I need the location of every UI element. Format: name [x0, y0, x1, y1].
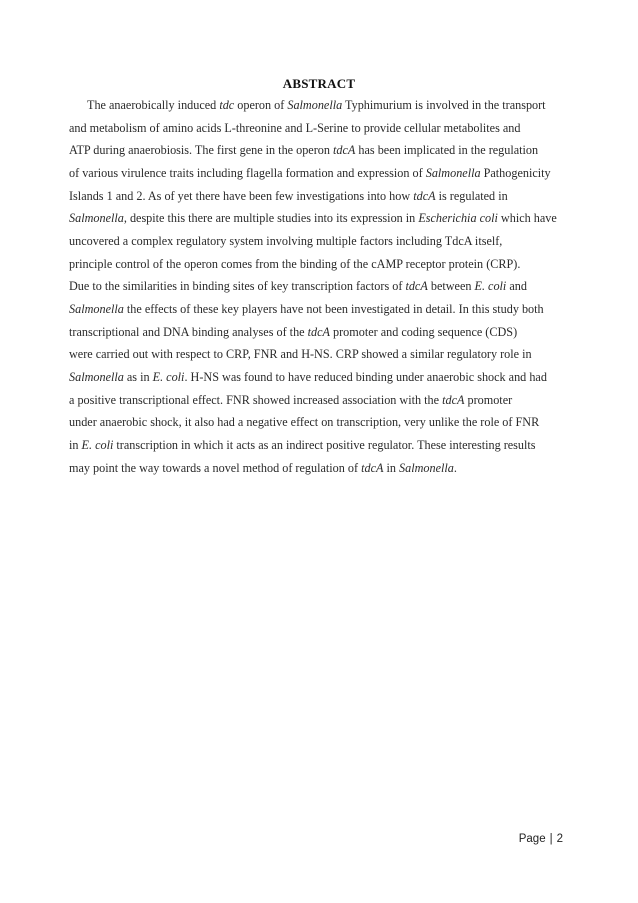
abstract-line — [69, 298, 569, 321]
abstract-line — [69, 343, 569, 366]
abstract-line — [69, 253, 569, 276]
italic-term: E. coli — [81, 437, 114, 452]
abstract-line — [69, 457, 569, 480]
text-run: uncovered a complex regulatory system involving multiple factors including TdcA itself, — [69, 233, 503, 248]
page-separator: | — [549, 833, 553, 845]
text-run: promoter — [464, 392, 513, 407]
text-run: a positive transcriptional effect. FNR showed increased association with the — [69, 392, 443, 407]
italic-term: tdcA — [405, 279, 428, 294]
italic-term: tdcA — [442, 392, 465, 407]
abstract-line — [69, 411, 569, 434]
text-run: . H-NS was found to have reduced binding under anaerobic shock and had — [184, 369, 547, 384]
text-run: in — [383, 460, 400, 475]
text-run: and — [506, 279, 527, 294]
abstract-line — [69, 434, 569, 457]
italic-term: tdcA — [413, 188, 436, 203]
italic-term: E. coli — [474, 279, 507, 294]
italic-term: Salmonella — [399, 460, 454, 475]
text-run: and metabolism of amino acids L-threonine and L-Serine to provide cellular metabolites and — [69, 120, 521, 135]
text-run: in — [69, 437, 82, 452]
abstract-line — [69, 389, 569, 412]
abstract-heading: ABSTRACT — [282, 76, 356, 91]
page-label: Page — [518, 833, 546, 845]
text-run: transcriptional and DNA binding analyses of the — [69, 324, 308, 339]
text-run: the effects of these key players have not been investigated in detail. In this study both — [123, 301, 544, 316]
text-run: has been implicated in the regulation — [355, 143, 539, 158]
abstract-line — [69, 275, 569, 298]
text-run: operon of — [234, 98, 288, 112]
text-run: promoter and coding sequence (CDS) — [329, 324, 518, 339]
abstract-line — [69, 321, 569, 344]
italic-term: Escherichia coli — [418, 211, 498, 226]
abstract-line — [69, 185, 569, 208]
italic-term: Salmonella — [69, 369, 124, 384]
italic-term: tdc — [219, 98, 235, 112]
text-run: , despite this there are multiple studies into its expression in — [123, 211, 419, 226]
italic-term: Salmonella — [69, 301, 124, 316]
abstract-paragraph — [69, 94, 569, 479]
italic-term: tdcA — [333, 143, 356, 158]
page-number: 2 — [556, 833, 563, 845]
text-run: of various virulence traits including flagella formation and expression of — [69, 165, 426, 180]
italic-term: Salmonella — [287, 98, 343, 112]
italic-term: Salmonella — [425, 165, 481, 180]
abstract-line — [69, 207, 569, 230]
text-run: Typhimurium is involved in the transport — [342, 98, 546, 112]
text-run: were carried out with respect to CRP, FNR and H-NS. CRP showed a similar regulatory role in — [69, 347, 532, 362]
text-run: principle control of the operon comes from the binding of the cAMP receptor protein (CRP). — [69, 256, 521, 271]
abstract-line — [69, 94, 569, 117]
abstract-line — [69, 230, 569, 253]
abstract-line — [69, 117, 569, 140]
text-run: under anaerobic shock, it also had a negative effect on transcription, very unlike the role of FNR — [69, 415, 540, 430]
text-run: is regulated in — [435, 188, 508, 203]
italic-term: E. coli — [152, 369, 185, 384]
text-run: . — [453, 460, 457, 475]
text-run: may point the way towards a novel method of regulation of — [69, 460, 362, 475]
text-run: Islands 1 and 2. As of yet there have been few investigations into how — [69, 188, 414, 203]
text-run: transcription in which it acts as an indirect positive regulator. These interesting results — [113, 437, 536, 452]
text-run: as in — [123, 369, 153, 384]
abstract-line — [69, 162, 569, 185]
text-run: The anaerobically induced — [87, 98, 220, 112]
text-run: between — [427, 279, 475, 294]
italic-term: Salmonella — [69, 211, 124, 226]
abstract-line — [69, 139, 569, 162]
text-run: ATP during anaerobiosis. The first gene in the operon — [69, 143, 334, 158]
italic-term: tdcA — [361, 460, 384, 475]
italic-term: tdcA — [307, 324, 330, 339]
text-run: which have — [497, 211, 557, 226]
text-run: Pathogenicity — [480, 165, 551, 180]
abstract-line — [69, 366, 569, 389]
page-footer — [0, 833, 563, 845]
text-run: Due to the similarities in binding sites of key transcription factors of — [69, 279, 406, 294]
